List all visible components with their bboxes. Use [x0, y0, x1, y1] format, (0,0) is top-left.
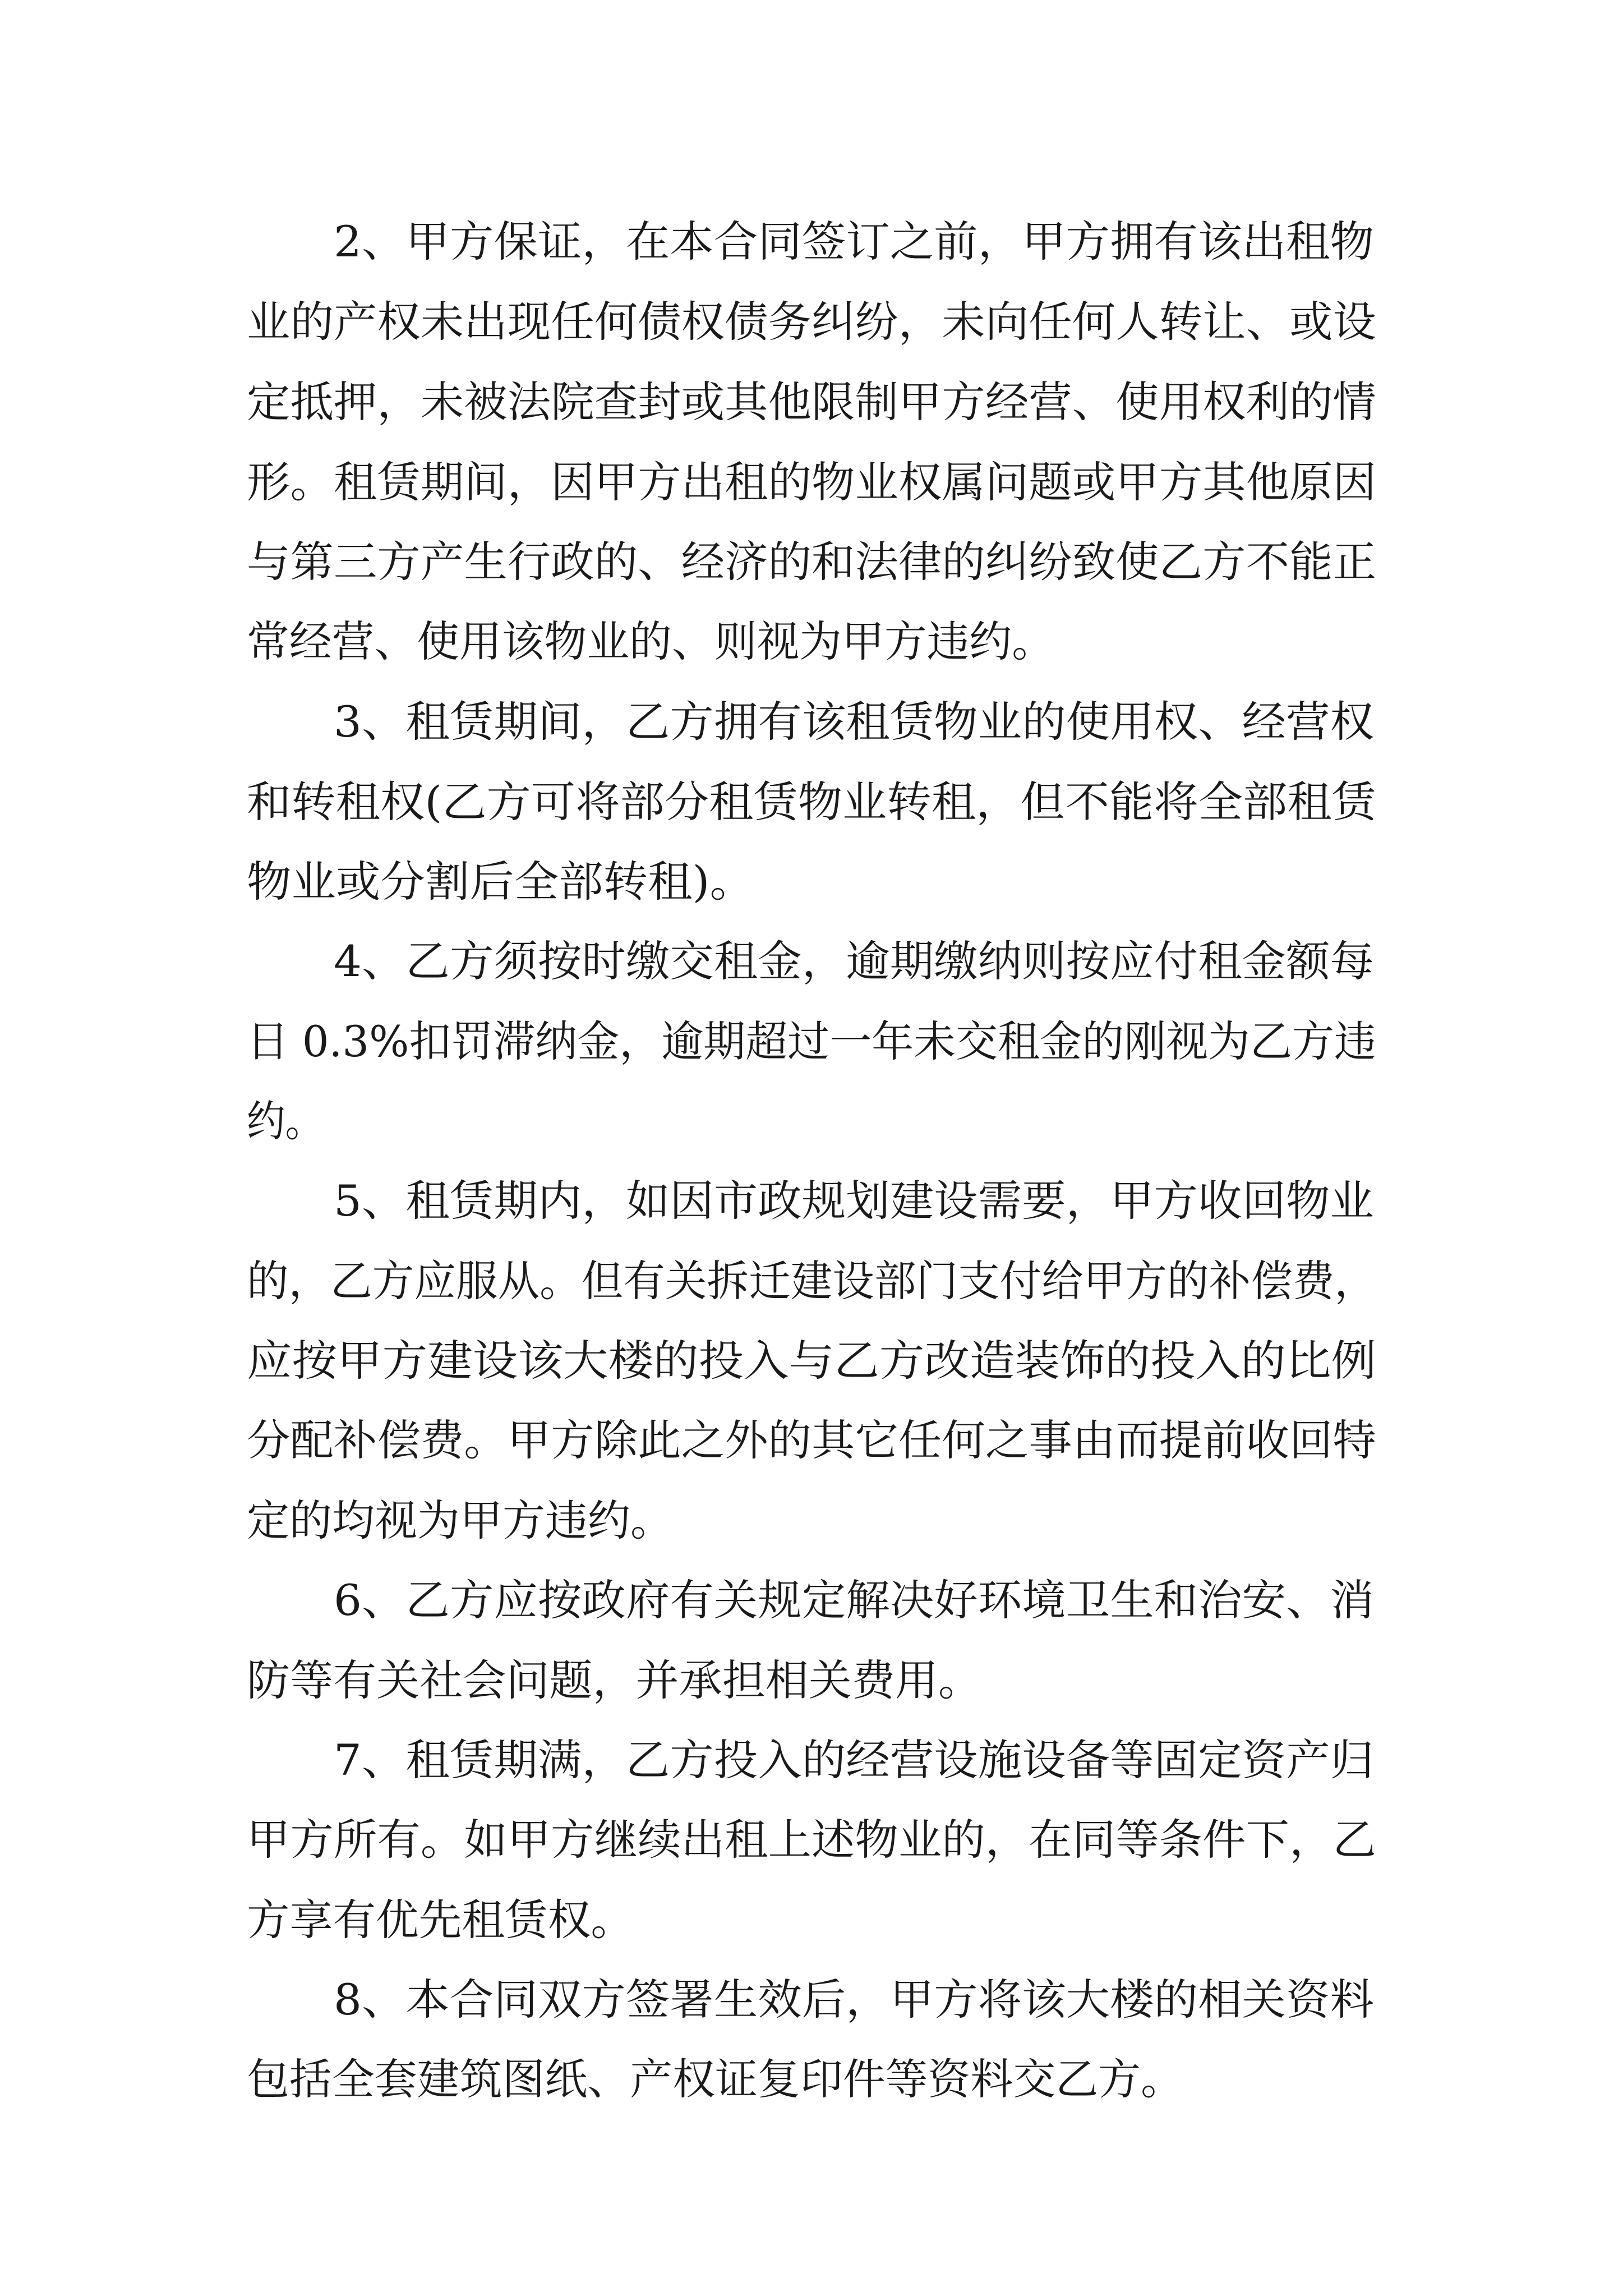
paragraph-line: 物业或分割后全部转租)。 [247, 857, 754, 907]
paragraph-line: 与第三方产生行政的、经济的和法律的纠纷致使乙方不能正 [247, 537, 1376, 587]
paragraph-line: 6、乙方应按政府有关规定解决好环境卫生和治安、消 [334, 1575, 1374, 1625]
paragraph-line: 7、租赁期满，乙方投入的经营设施设备等固定资产归 [334, 1735, 1374, 1785]
paragraph-line: 定抵押，未被法院查封或其他限制甲方经营、使用权利的情 [247, 377, 1376, 427]
paragraph-line: 方享有优先租赁权。 [247, 1895, 634, 1945]
paragraph-line: 业的产权未出现任何债权债务纠纷，未向任何人转让、或设 [247, 297, 1376, 347]
paragraph-line: 形。租赁期间，因甲方出租的物业权属问题或甲方其他原因 [247, 457, 1376, 507]
paragraph-line: 应按甲方建设该大楼的投入与乙方改造装饰的投入的比例 [247, 1336, 1376, 1386]
paragraph-line: 分配补偿费。甲方除此之外的其它任何之事由而提前收回特 [247, 1415, 1376, 1465]
paragraph-line: 2、甲方保证，在本合同签订之前，甲方拥有该出租物 [334, 217, 1374, 266]
paragraph-line: 3、租赁期间，乙方拥有该租赁物业的使用权、经营权 [334, 697, 1374, 747]
paragraph-line: 甲方所有。如甲方继续出租上述物业的，在同等条件下，乙 [247, 1815, 1376, 1865]
paragraph-line: 常经营、使用该物业的、则视为甲方违约。 [247, 616, 1054, 666]
paragraph-line: 定的均视为甲方违约。 [247, 1496, 673, 1545]
paragraph-line: 防等有关社会问题，并承担相关费用。 [247, 1655, 981, 1705]
paragraph-line: 约。 [247, 1096, 324, 1146]
paragraph-line: 8、本合同双方签署生效后，甲方将该大楼的相关资料 [334, 1975, 1374, 2024]
paragraph-line: 4、乙方须按时缴交租金，逾期缴纳则按应付租金额每 [334, 936, 1374, 986]
paragraph-line: 的，乙方应服从。但有关拆迁建设部门支付给甲方的补偿费， [247, 1256, 1376, 1306]
paragraph-line: 包括全套建筑图纸、产权证复印件等资料交乙方。 [247, 2054, 1183, 2104]
paragraph-line: 日 0.3%扣罚滞纳金，逾期超过一年未交租金的刚视为乙方违 [247, 1016, 1376, 1066]
paragraph-line: 和转租权(乙方可将部分租赁物业转租，但不能将全部租赁 [247, 777, 1379, 827]
paragraph-line: 5、租赁期内，如因市政规划建设需要，甲方收回物业 [334, 1176, 1374, 1226]
